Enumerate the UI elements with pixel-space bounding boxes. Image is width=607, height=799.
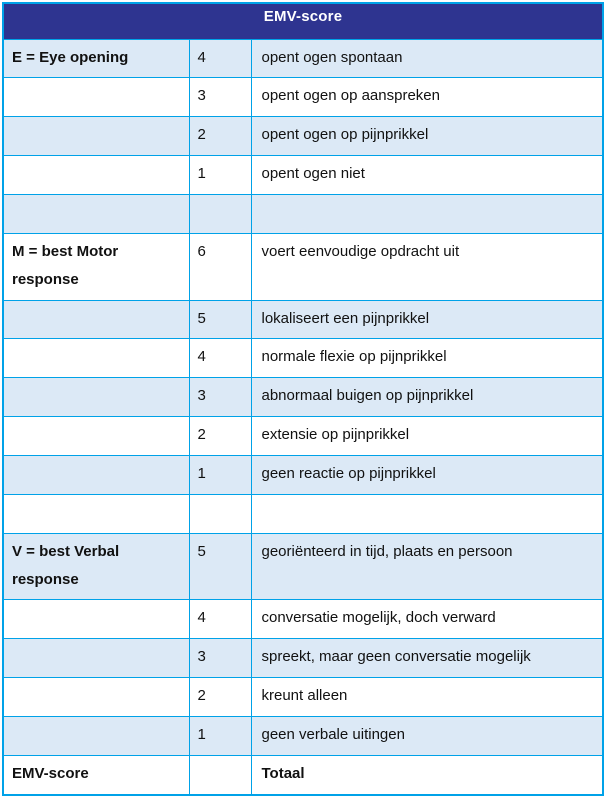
table-row-eye-3	[3, 78, 603, 117]
score-cell: 3	[189, 639, 251, 678]
table-row-eye-1	[3, 156, 603, 195]
table-header-row	[3, 3, 603, 39]
score-cell: 2	[189, 417, 251, 456]
description-cell	[251, 195, 603, 234]
score-cell: 2	[189, 678, 251, 717]
category-cell	[3, 456, 189, 495]
category-cell	[3, 378, 189, 417]
category-cell	[3, 678, 189, 717]
category-cell	[3, 117, 189, 156]
score-cell: 1	[189, 156, 251, 195]
description-cell: opent ogen op aanspreken	[251, 78, 603, 117]
description-cell: Totaal	[251, 756, 603, 795]
score-cell: 4	[189, 339, 251, 378]
spacer-row	[3, 195, 603, 234]
category-cell: E = Eye opening	[3, 39, 189, 78]
category-cell	[3, 195, 189, 234]
score-cell	[189, 495, 251, 534]
description-cell: geen reactie op pijnprikkel	[251, 456, 603, 495]
score-cell	[189, 195, 251, 234]
table-row-total	[3, 756, 603, 795]
score-cell: 3	[189, 78, 251, 117]
category-cell	[3, 639, 189, 678]
category-cell	[3, 339, 189, 378]
table-row-verbal-2	[3, 678, 603, 717]
description-cell: opent ogen op pijnprikkel	[251, 117, 603, 156]
description-cell: voert eenvoudige opdracht uit	[251, 234, 603, 300]
score-cell: 3	[189, 378, 251, 417]
category-cell	[3, 717, 189, 756]
score-cell: 6	[189, 234, 251, 300]
table-row-motor-4	[3, 339, 603, 378]
table-row-verbal-4	[3, 600, 603, 639]
description-cell: geen verbale uitingen	[251, 717, 603, 756]
table-row-verbal-5	[3, 534, 603, 600]
table-row-verbal-3	[3, 639, 603, 678]
table-row-motor-6	[3, 234, 603, 300]
category-cell	[3, 78, 189, 117]
table-row-verbal-1	[3, 717, 603, 756]
table-row-eye-2	[3, 117, 603, 156]
score-cell: 4	[189, 600, 251, 639]
table-head	[3, 3, 603, 39]
score-cell: 4	[189, 39, 251, 78]
category-cell	[3, 156, 189, 195]
table-title: EMV-score	[3, 3, 603, 39]
description-cell	[251, 495, 603, 534]
description-cell: kreunt alleen	[251, 678, 603, 717]
score-cell: 5	[189, 300, 251, 339]
category-cell: V = best Verbal response	[3, 534, 189, 600]
score-cell: 1	[189, 717, 251, 756]
description-cell: spreekt, maar geen conversatie mogelijk	[251, 639, 603, 678]
description-cell: abnormaal buigen op pijnprikkel	[251, 378, 603, 417]
spacer-row	[3, 495, 603, 534]
score-cell: 1	[189, 456, 251, 495]
table-row-motor-1	[3, 456, 603, 495]
score-cell	[189, 756, 251, 795]
emv-score-table	[2, 2, 604, 796]
category-cell	[3, 300, 189, 339]
table-row-motor-2	[3, 417, 603, 456]
description-cell: opent ogen spontaan	[251, 39, 603, 78]
score-cell: 5	[189, 534, 251, 600]
category-cell: EMV-score	[3, 756, 189, 795]
table-row-motor-5	[3, 300, 603, 339]
description-cell: opent ogen niet	[251, 156, 603, 195]
category-cell	[3, 495, 189, 534]
table-row-motor-3	[3, 378, 603, 417]
description-cell: conversatie mogelijk, doch verward	[251, 600, 603, 639]
category-cell: M = best Motor response	[3, 234, 189, 300]
description-cell: extensie op pijnprikkel	[251, 417, 603, 456]
table-body	[3, 39, 603, 795]
score-cell: 2	[189, 117, 251, 156]
description-cell: lokaliseert een pijnprikkel	[251, 300, 603, 339]
category-cell	[3, 417, 189, 456]
description-cell: georiënteerd in tijd, plaats en persoon	[251, 534, 603, 600]
category-cell	[3, 600, 189, 639]
table-row-eye-4	[3, 39, 603, 78]
description-cell: normale flexie op pijnprikkel	[251, 339, 603, 378]
